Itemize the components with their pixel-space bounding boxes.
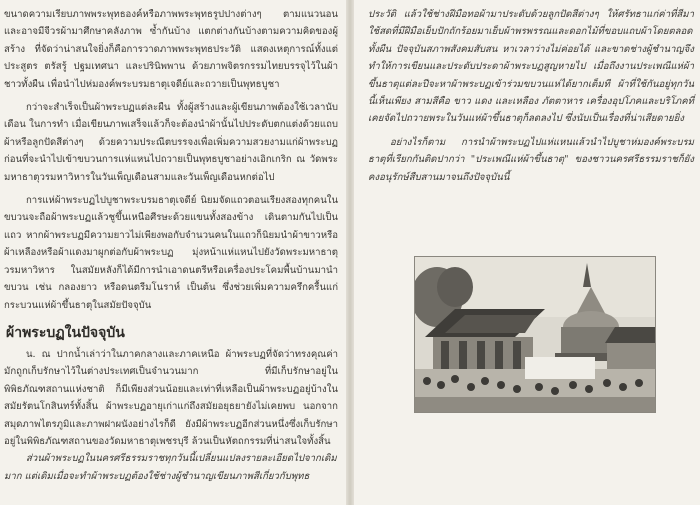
right-paragraph-2: อย่างไรก็ตาม การนำผ้าพระบฏไปแห่แหนแล้วนำไปบูชาห่มองค์พระบรมธาตุที่เรียกกันติดปากว่า "ประเพณีแห่ผ้าขึ้นธาตุ" ของชาวนครศรีธรรมราชก็ยังคงอนุรักษ์สืบสานมาจนถึงปัจจุบันนี้ bbox=[368, 136, 694, 183]
left-paragraph-4: น. ณ ปากน้ำเล่าว่าในภาคกลางและภาคเหนือ ผ้าพระบฏที่จัดว่าทรงคุณค่ามักถูกเก็บรักษาไว้ในต่างประเทศเป็นจำนวนมาก ที่มีเก็บรักษาอยู่ในพิพิธภัณฑสถานแห่งชาติ ก็มีเพียงส่วนน้อยและเท่าที่เหลือเป็นผ้าพระบฏอยู่บ้างในสมัยรัตนโกสินทร์ทั้งสิ้น ผ้าพระบฏอายุเก่าแก่ถึงสมัยอยุธยายังไม่เคยพบ นอกจากสมุดภาพไตรภูมิและภาพฝาผนังอย่างไรก็ดี ยังมีผ้าพระบฏอีกส่วนหนึ่งซึ่งเก็บรักษาอยู่ในพิพิธภัณฑสถานของวัดมหาธาตุเพชรบุรี ล้วนเป็นหัตถกรรมที่น่าสนใจทั้งสิ้น bbox=[4, 348, 338, 447]
temple-stupa-photo-icon bbox=[414, 256, 656, 413]
section-heading: ผ้าพระบฏในปัจจุบัน bbox=[6, 324, 125, 341]
left-page bbox=[4, 6, 338, 485]
right-page bbox=[368, 6, 694, 186]
left-paragraph-2: กว่าจะสำเร็จเป็นผ้าพระบฏแต่ละผืน ทั้งผู้สร้างและผู้เขียนภาพต้องใช้เวลานับเดือน ในการทำ เมื่อเขียนภาพเสร็จแล้วก็จะต้องนำผ้านั้นไปประดับตกแต่งด้วยแถบผ้าหรือลูกปัดสีต่างๆ ด้วยความประณีตบรรจงเพื่อเพิ่มความสวยงามแก่ผ้าพระบฏ ก่อนที่จะนำไปเข้าขบวนการแห่แหนไปถวายเป็นพุทธบูชาอย่างเอิกเกริก ณ วัดพระมหาธาตุวรมหาวิหารในวันเพ็ญเดือนสามและวันเพ็ญเดือนหกต่อไป bbox=[4, 102, 338, 183]
left-paragraph-3: การแห่ผ้าพระบฏไปบูชาพระบรมธาตุเจดีย์ นิยมจัดแถวตอนเรียงสองทุกคนในขบวนจะถือผ้าพระบฏแล้วชูขึ้นเหนือศีรษะด้วยแขนทั้งสองข้าง เดินตามกันไปเป็นแถว หากผ้าพระบฏมีความยาวไม่เพียงพอกับจำนวนคนในแถวก็นิยมนำผ้าขาวหรือผ้าเหลืองหรือผ้าแดงมาผูกต่อกับผ้าพระบฏ มุ่งหน้าแห่แหนไปยังวัดพระมหาธาตุวรมหาวิหาร ในสมัยหลังก็ได้มีการนำเอาดนตรีหรือเครื่องประโคมพื้นบ้านมานำขบวน เช่น กลองยาว หรือดนตรีมโนราห์ เป็นต้น ซึ่งช่วยเพิ่มความครึกครื้นแก่กระบวนแห่ผ้าขึ้นธาตุในสมัยปัจจุบัน bbox=[4, 195, 338, 311]
photo-illustration bbox=[415, 257, 655, 412]
left-paragraph-1: ขนาดความเรียบภาพพระพุทธองค์หรือภาพพระพุทธรูปปางต่างๆ ตามแนวนอน และอาจมีจีวรผ้ามาศึกษาคลังภาพ ซ้ำกันบ้าง แตกต่างกันบ้างตามความคิดของผู้สร้าง ที่จัดว่าน่าสนใจยิ่งก็คือการวาดภาพพระพุทธประวัติ แสดงเหตุการณ์ทั้งแต่ประสูตร ตรัสรู้ ปฐมเทศนา และปรินิพพาน ด้วยภาพจิตรกรรมไทยบรรจุไว้ในผ้าชาวทั้งผืน เพื่อนำไปห่มองค์พระบรมธาตุเจดีย์และถวายเป็นพุทธบูชา bbox=[4, 9, 338, 90]
left-paragraph-5: ส่วนผ้าพระบฏในนครศรีธรรมราชทุกวันนี้เปลี่ยนแปลงรายละเอียดไปจากเดิมมาก แต่เดิมเมื่อจะทำผ้าพระบฏต้องใช้ช่างผู้ชำนาญเขียนภาพสีเกี่ยวกับพุทธ bbox=[4, 453, 337, 482]
page-gutter bbox=[346, 0, 354, 505]
right-paragraph-1: ประวัติ แล้วใช้ช่างฝีมือทอผ้ามาประดับด้วยลูกปัดสีต่างๆ ให้ศรัทธาแก่ค่าที่สีมาใช้สดที่มีฝีมือเย็บปักถักร้อยมาเย็บผ้าพรพรรณและดอกไม้ที่ขอบแถบผ้าโดยตลอดทั้งผืน ปัจจุบันสภาพสังคมสับสน หาเวลาว่างไม่ค่อยได้ และขาดช่างผู้ชำนาญจึงทำให้การเขียนและประดับประดาผ้าพระบฏสูญหายไป เมื่อถึงงานประเพณีแห่ผ้าขึ้นธาตุแต่ละปีจะหาผ้าพระบฏเข้าร่วมขบวนแห่ได้ยากเต็มที ผ้าที่ใช้กันอยู่ทุกวันนี้เห็นเพียง สามสีคือ ขาว แดง และเหลือง ภัตตาหาร เครื่องอุปโภคและบริโภคที่เคยจัดไปถวายพระในวันแห่ผ้าขึ้นธาตุก็ลดลงไป ซึ่งนับเป็นเรื่องที่น่าเสียดายยิ่ง bbox=[368, 9, 694, 125]
